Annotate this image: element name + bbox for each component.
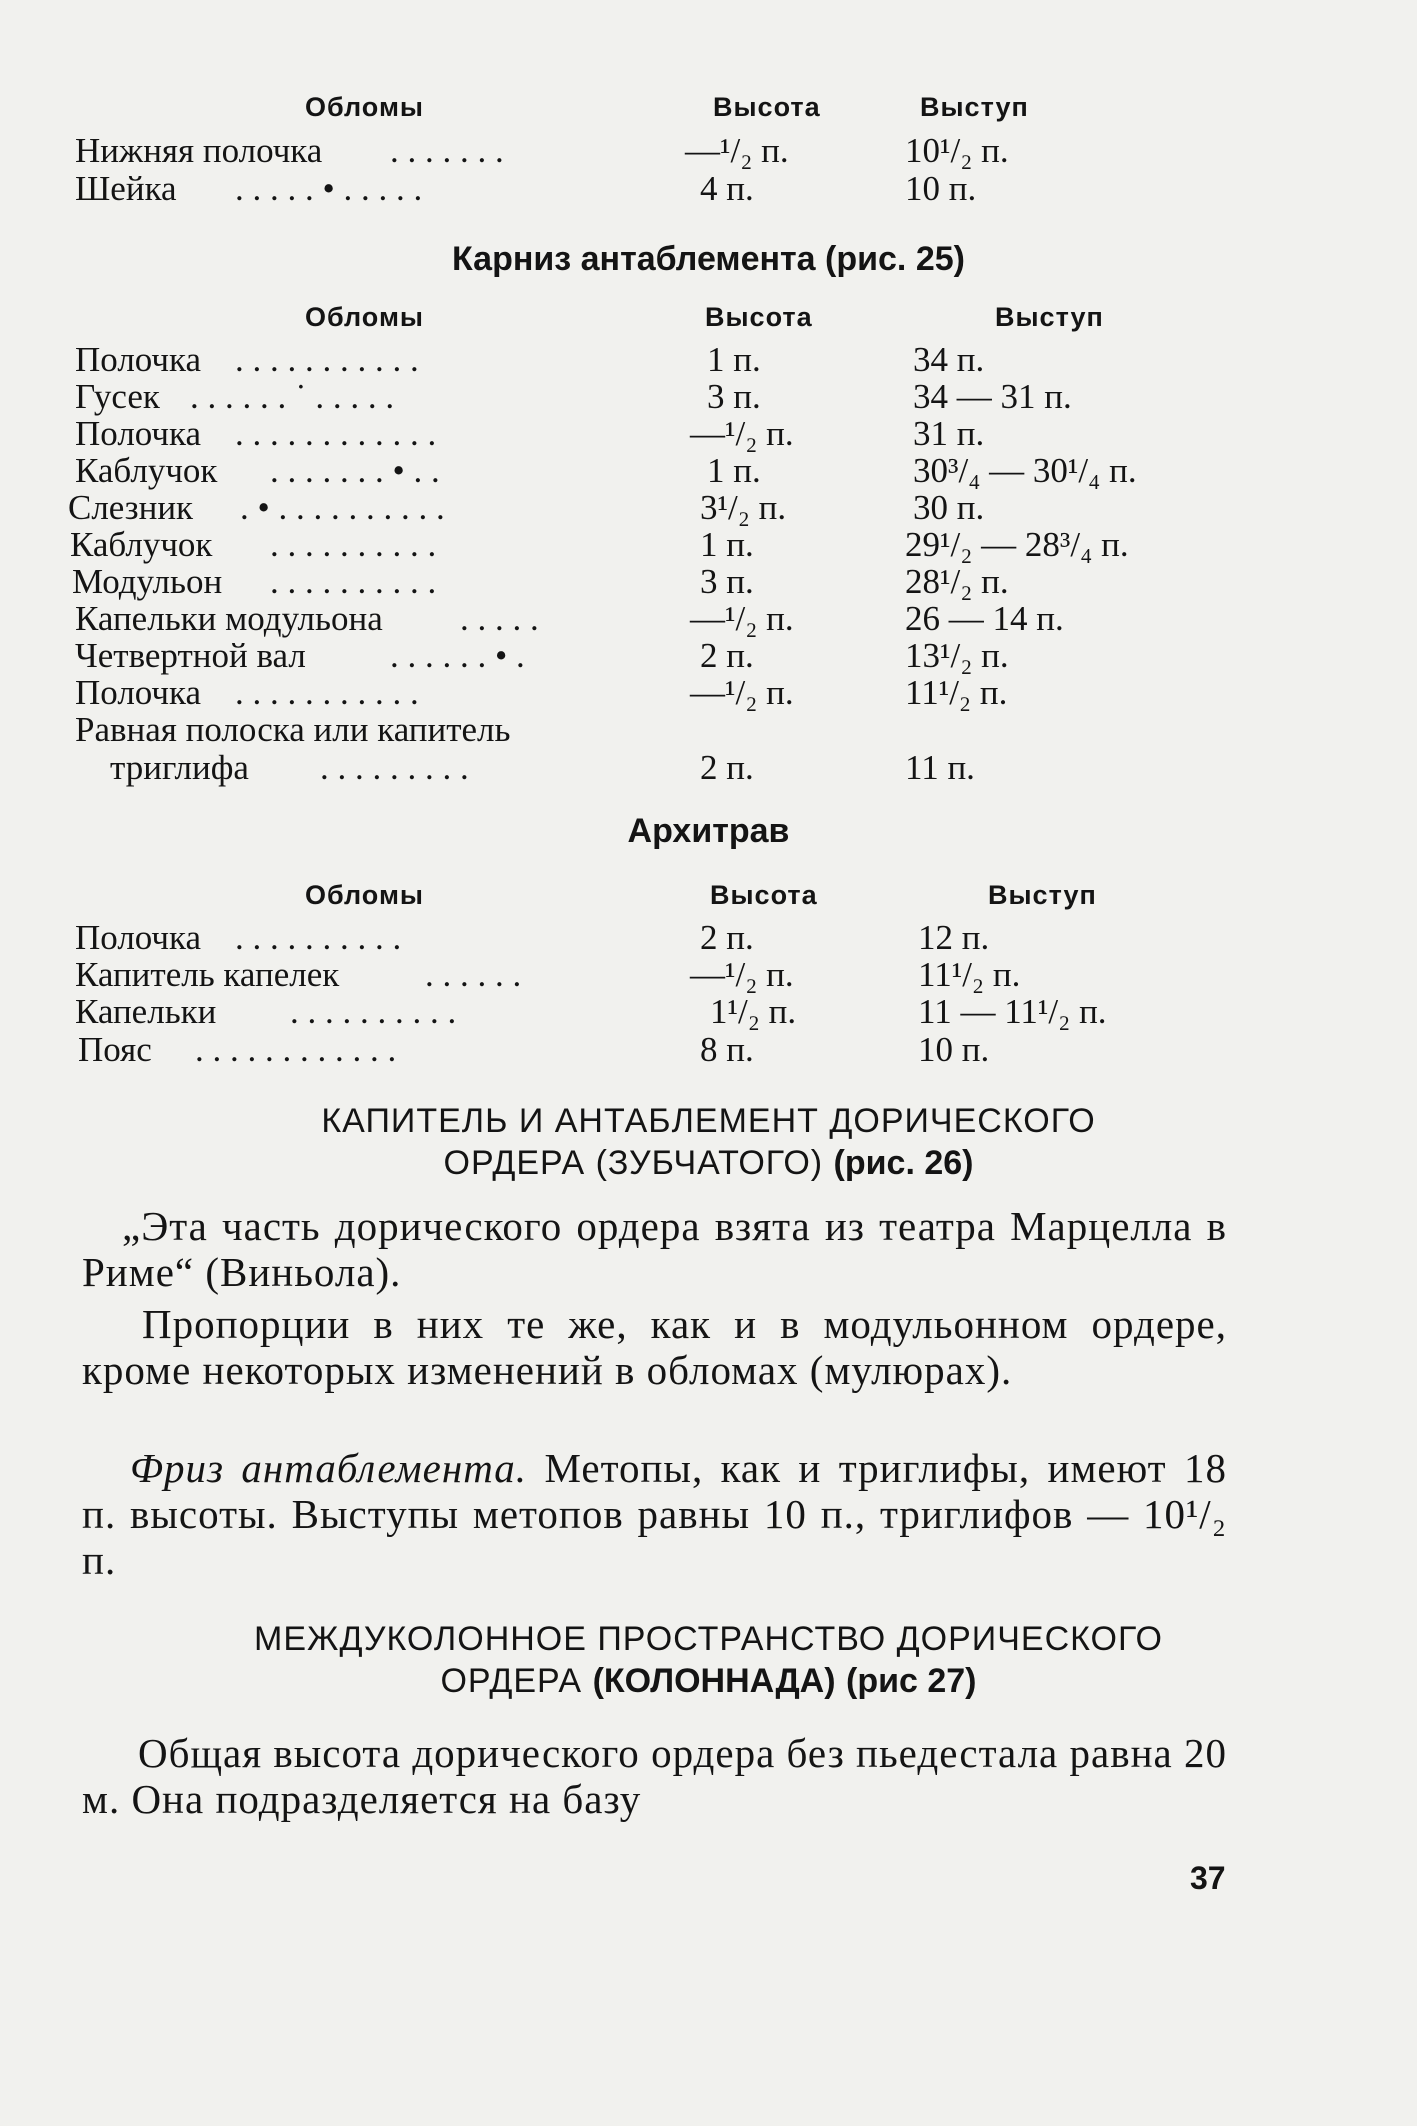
row-name: Полочка <box>75 673 201 712</box>
row-name: Капитель капелек <box>75 955 340 994</box>
row-projection: 11¹/₂ п. <box>918 955 1021 994</box>
architrave-title: Архитрав <box>627 812 790 850</box>
row-projection: 10 п. <box>905 169 977 208</box>
row-leader: . . . . . . . . . . . . <box>235 414 437 453</box>
row-projection: 30³/₄ — 30¹/₄ п. <box>913 451 1137 490</box>
row-leader: . . . . . . . . . . <box>270 562 437 601</box>
table-row <box>0 636 1417 674</box>
table-row <box>0 748 1417 786</box>
table-row <box>0 488 1417 526</box>
row-projection: 11 — 11¹/₂ п. <box>918 992 1107 1031</box>
table-row <box>0 599 1417 637</box>
table1-header-projection: Выступ <box>920 92 1029 122</box>
section1-heading-line2 <box>0 1142 1417 1184</box>
row-name: Капельки модульона <box>75 599 383 638</box>
row-leader: . . . . . . ˙ . . . . . <box>190 377 395 416</box>
row-leader: . . . . . . . . . . <box>235 918 402 957</box>
row-name: Шейка <box>75 169 177 208</box>
table-row <box>0 562 1417 600</box>
row-name: Полочка <box>75 414 201 453</box>
frieze-text: Метопы, как и триглифы, имеют 18 п. высоты. Выступы метопов равны 10 п., триглифов — 10¹/₂ п. <box>82 1445 1227 1583</box>
row-leader: . . . . . . . . . . <box>270 525 437 564</box>
row-leader: . . . . . . <box>425 955 522 994</box>
row-height: 3 п. <box>707 377 761 416</box>
table3-header-projection: Выступ <box>988 880 1097 910</box>
table2-header-projection: Выступ <box>995 302 1104 332</box>
table-row <box>0 1030 1417 1068</box>
table-row <box>0 955 1417 993</box>
row-name: Четвертной вал <box>75 636 306 675</box>
table-row <box>0 414 1417 452</box>
row-height: —¹/₂ п. <box>690 599 794 638</box>
table2-header-height: Высота <box>705 302 813 332</box>
row-name: Полочка <box>75 340 201 379</box>
frieze-heading: Фриз антаблемента. <box>130 1445 528 1491</box>
row-height: —¹/₂ п. <box>690 414 794 453</box>
paragraph-proportions: Пропорции в них те же, как и в модульонном ордере, кроме некоторых изменений в обломах (мулюрах). <box>82 1301 1227 1393</box>
table-row <box>0 131 1417 169</box>
row-name: Полочка <box>75 918 201 957</box>
table-row <box>0 451 1417 489</box>
section1-heading-line1: КАПИТЕЛЬ И АНТАБЛЕМЕНТ ДОРИЧЕСКОГО <box>321 1102 1096 1140</box>
row-height: 1¹/₂ п. <box>710 992 797 1031</box>
row-height: 8 п. <box>700 1030 754 1069</box>
row-projection: 10 п. <box>918 1030 990 1069</box>
row-leader: . . . . . . . . . . . <box>235 673 419 712</box>
table1-header-name: Обломы <box>305 92 424 122</box>
row-name-line2: триглифа <box>110 748 249 787</box>
row-leader: . . . . . <box>460 599 539 638</box>
row-leader: . . . . . . . . . . . <box>235 340 419 379</box>
row-name: Слезник <box>68 488 194 527</box>
row-height: 1 п. <box>707 340 761 379</box>
row-projection: 34 п. <box>913 340 985 379</box>
section2-figure-ref: (рис 27) <box>846 1662 977 1700</box>
row-height: —¹/₂ п. <box>690 955 794 994</box>
row-height: 1 п. <box>707 451 761 490</box>
row-projection: 10¹/₂ п. <box>905 131 1009 170</box>
row-projection: 29¹/₂ — 28³/₄ п. <box>905 525 1129 564</box>
row-height: 2 п. <box>700 636 754 675</box>
row-height: —¹/₂ п. <box>685 131 789 170</box>
row-height: 2 п. <box>700 918 754 957</box>
row-name: Пояс <box>78 1030 152 1069</box>
row-projection: 30 п. <box>913 488 985 527</box>
section2-heading-line2 <box>0 1660 1417 1702</box>
table3-header-height: Высота <box>710 880 818 910</box>
row-projection: 26 — 14 п. <box>905 599 1064 638</box>
paragraph-frieze <box>82 1445 1227 1583</box>
table3-header-name: Обломы <box>305 880 424 910</box>
row-height: 4 п. <box>700 169 754 208</box>
table-row <box>0 673 1417 711</box>
paragraph-colonnade: Общая высота дорического ордера без пьедестала равна 20 м. Она подразделяется на базу <box>82 1730 1227 1822</box>
row-projection: 12 п. <box>918 918 990 957</box>
row-projection: 34 — 31 п. <box>913 377 1072 416</box>
row-name: Нижняя полочка <box>75 131 323 170</box>
row-projection: 28¹/₂ п. <box>905 562 1009 601</box>
table-row <box>0 525 1417 563</box>
row-name: Капельки <box>75 992 217 1031</box>
section1-heading-text: ОРДЕРА (ЗУБЧАТОГО) <box>443 1144 824 1182</box>
section2-heading-line1: МЕЖДУКОЛОННОЕ ПРОСТРАНСТВО ДОРИЧЕСКОГО <box>254 1620 1163 1658</box>
row-name: Каблучок <box>70 525 213 564</box>
row-height: 3¹/₂ п. <box>700 488 787 527</box>
table-row <box>0 377 1417 415</box>
cornice-title: Карниз антаблемента (рис. 25) <box>452 240 965 278</box>
section2-heading-text: ОРДЕРА <box>440 1662 583 1700</box>
row-name: Каблучок <box>75 451 218 490</box>
row-projection: 11 п. <box>905 748 975 787</box>
section2-bold-text: (КОЛОННАДА) <box>592 1662 836 1700</box>
row-projection: 13¹/₂ п. <box>905 636 1009 675</box>
table1-header-height: Высота <box>713 92 821 122</box>
row-height: —¹/₂ п. <box>690 673 794 712</box>
table-row <box>0 169 1417 207</box>
row-name-line1: Равная полоска или капитель <box>75 710 511 749</box>
row-leader: . . . . . . . <box>390 131 504 170</box>
table-row <box>0 992 1417 1030</box>
row-leader: . . . . . . • . <box>390 636 525 675</box>
row-height: 1 п. <box>700 525 754 564</box>
row-projection: 11¹/₂ п. <box>905 673 1008 712</box>
row-leader: . . . . . . . . . <box>320 748 469 787</box>
row-leader: . . . . . • . . . . . <box>235 169 423 208</box>
table2-header-name: Обломы <box>305 302 424 332</box>
row-projection: 31 п. <box>913 414 985 453</box>
table-row <box>0 710 1417 748</box>
row-height: 3 п. <box>700 562 754 601</box>
row-leader: . . . . . . . • . . <box>270 451 440 490</box>
table-row <box>0 918 1417 956</box>
row-leader: . • . . . . . . . . . . <box>240 488 445 527</box>
table-row <box>0 340 1417 378</box>
section2-heading <box>0 1618 1417 1702</box>
row-leader: . . . . . . . . . . <box>290 992 457 1031</box>
row-name: Гусек <box>75 377 160 416</box>
row-name: Модульон <box>72 562 223 601</box>
section1-heading <box>0 1100 1417 1184</box>
row-leader: . . . . . . . . . . . . <box>195 1030 397 1069</box>
section1-figure-ref: (рис. 26) <box>833 1144 974 1182</box>
page-number: 37 <box>1190 1860 1226 1896</box>
paragraph-quote: „Эта часть дорического ордера взята из театра Марцелла в Риме“ (Виньола). <box>82 1203 1227 1295</box>
row-height: 2 п. <box>700 748 754 787</box>
